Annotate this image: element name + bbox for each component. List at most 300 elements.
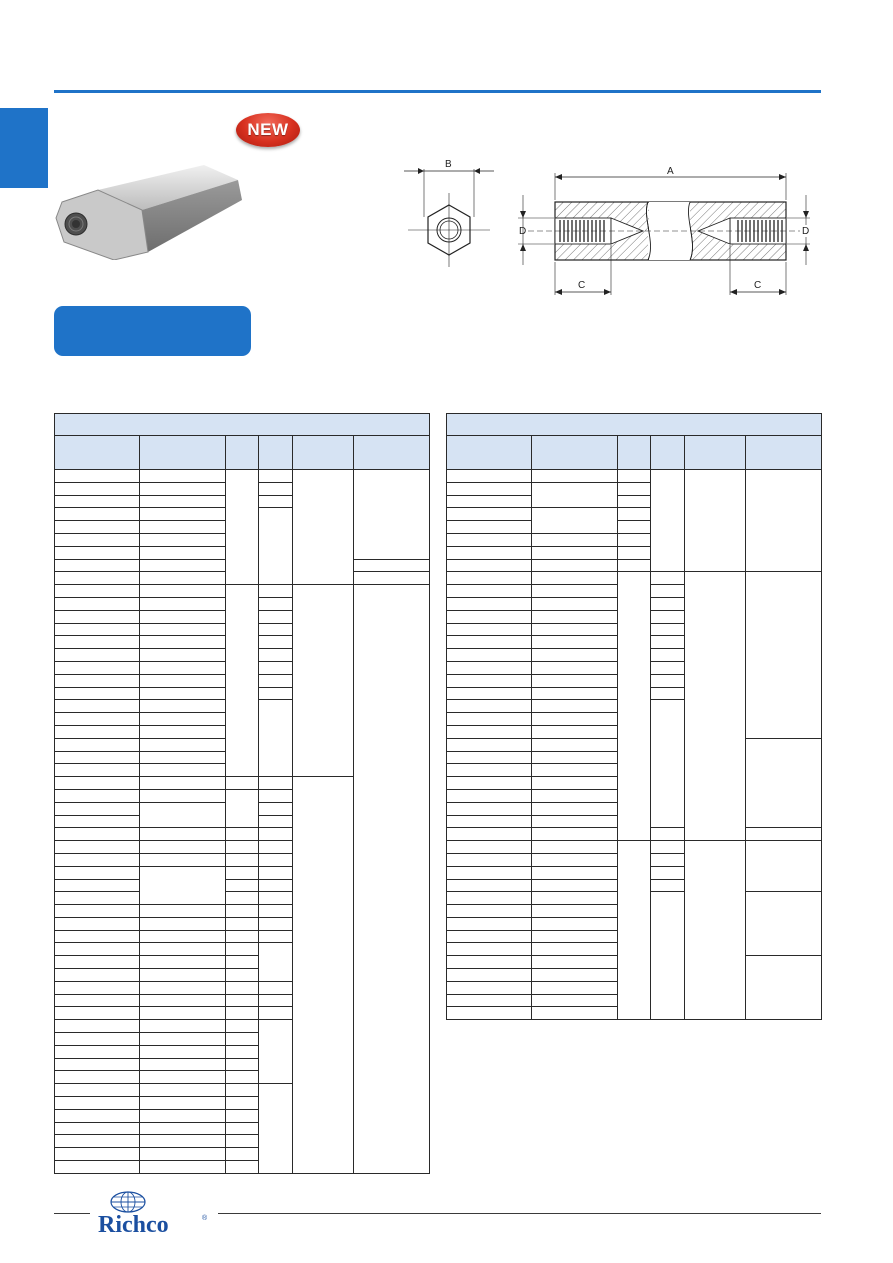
table-cell [651,610,685,623]
hex-standoff-photo [52,160,248,260]
table-cell [532,674,618,687]
table-cell [55,1033,140,1046]
table-cell [55,1148,140,1161]
table-row [55,470,430,483]
table-cell [651,661,685,674]
table-cell [532,572,618,585]
footer-rule-right [218,1213,821,1214]
table-cell [618,495,651,508]
table-cell [140,559,226,572]
new-badge-label: NEW [247,120,289,139]
dim-label-c-right: C [754,280,762,291]
table-cell [259,917,293,930]
table-cell [55,969,140,982]
table-cell [532,969,618,982]
table-cell [259,700,293,777]
table-cell [55,943,140,956]
table-cell [447,533,532,546]
table-cell [55,1161,140,1174]
table-cell [140,751,226,764]
table-cell [140,700,226,713]
table-cell [55,661,140,674]
table-cell [532,725,618,738]
table-cell [55,1135,140,1148]
table-cell [618,546,651,559]
table-cell [532,841,618,854]
table-row [447,470,822,483]
table-cell [447,802,532,815]
table-cell [651,636,685,649]
dim-label-b: B [445,159,452,170]
richco-logo [96,1190,212,1236]
table-cell [55,572,140,585]
table-cell [55,777,140,790]
table-cell [55,738,140,751]
table-cell [447,981,532,994]
table-cell [532,482,618,508]
table-cell [55,508,140,521]
table-cell [55,930,140,943]
table-cell [259,508,293,585]
table-cell [55,597,140,610]
table-cell [55,866,140,879]
new-badge [236,113,300,147]
table-cell [226,1109,259,1122]
table-cell [55,1058,140,1071]
table-cell [140,738,226,751]
table-cell [140,1071,226,1084]
table-cell [532,815,618,828]
table-cell [55,482,140,495]
table-cell [259,879,293,892]
table-cell [447,789,532,802]
table-cell [140,725,226,738]
table-cell [226,866,259,879]
table-cell [140,636,226,649]
table-cell [226,789,259,827]
table-cell [532,687,618,700]
table-cell [259,777,293,790]
table-cell [140,533,226,546]
table-cell [447,725,532,738]
table-cell [55,841,140,854]
table-cell [447,777,532,790]
table-cell [226,994,259,1007]
table-cell [532,879,618,892]
table-cell [651,623,685,636]
table-cell [55,981,140,994]
table-cell [447,559,532,572]
table-cell [140,585,226,598]
table-cell [354,470,430,560]
table-cell [140,764,226,777]
table-cell [140,994,226,1007]
table-cell [259,841,293,854]
table-cell [447,585,532,598]
product-title-panel [54,306,251,356]
table-cell [259,994,293,1007]
table-cell [226,943,259,956]
table-cell [55,687,140,700]
table-header-row [55,436,430,470]
table-cell [532,470,618,483]
table-cell [259,815,293,828]
dim-label-a: A [667,166,674,177]
table-cell [55,1097,140,1110]
table-cell [447,956,532,969]
table-cell [447,892,532,905]
table-cell [532,981,618,994]
table-cell [226,585,259,777]
hex-end-view [404,159,526,267]
table-cell [140,1122,226,1135]
table-cell [447,623,532,636]
table-cell [140,546,226,559]
table-cell [532,802,618,815]
table-cell [140,572,226,585]
table-cell [532,649,618,662]
table-cell [447,508,532,521]
table-cell [532,789,618,802]
table-cell [55,956,140,969]
table-cell [447,636,532,649]
table-cell [140,1045,226,1058]
dim-label-c-left: C [578,280,586,291]
table-cell [140,1020,226,1033]
table-cell [55,585,140,598]
table-cell [55,1071,140,1084]
table-cell [140,495,226,508]
table-cell [226,777,259,790]
table-cell [447,969,532,982]
table-cell [447,700,532,713]
table-cell [140,597,226,610]
table-cell [55,521,140,534]
table-cell [746,892,822,956]
table-cell [651,879,685,892]
table-cell [532,853,618,866]
table-cell [259,802,293,815]
table-cell [226,930,259,943]
table-cell [447,905,532,918]
table-cell [447,482,532,495]
table-cell [259,674,293,687]
table-cell [447,572,532,585]
table-cell [651,866,685,879]
table-cell [532,508,618,534]
table-cell [618,841,651,1020]
table-cell [226,917,259,930]
table-cell [226,470,259,585]
table-cell [447,930,532,943]
table-cell [55,815,140,828]
table-cell [140,930,226,943]
table-cell [447,597,532,610]
table-cell [226,1097,259,1110]
table-cell [55,764,140,777]
table-cell [354,585,430,1174]
table-cell [293,470,354,585]
table-cell [532,828,618,841]
table-cell [651,585,685,598]
table-cell [55,802,140,815]
table-row [55,585,430,598]
table-cell [259,636,293,649]
header-rule [54,90,821,93]
table-cell [651,687,685,700]
table-cell [354,559,430,572]
table-cell [226,879,259,892]
table-cell [55,1045,140,1058]
table-cell [55,470,140,483]
table-cell [55,495,140,508]
table-cell [55,1007,140,1020]
table-cell [447,917,532,930]
table-cell [140,917,226,930]
table-cell [259,853,293,866]
table-cell [55,1084,140,1097]
table-cell [293,777,354,1174]
table-cell [447,521,532,534]
table-cell [140,981,226,994]
table-cell [532,764,618,777]
table-cell [651,828,685,841]
table-cell [532,905,618,918]
table-cell [447,1007,532,1020]
table-cell [55,713,140,726]
table-title-row [55,414,430,436]
table-cell [618,521,651,534]
table-cell [651,649,685,662]
table-cell [226,1033,259,1046]
table-cell [140,482,226,495]
table-cell [447,764,532,777]
table-cell [532,1007,618,1020]
table-cell [140,1148,226,1161]
table-cell [447,943,532,956]
table-cell [746,738,822,828]
table-cell [226,905,259,918]
table-cell [447,866,532,879]
table-cell [140,969,226,982]
table-cell [226,1058,259,1071]
table-cell [55,994,140,1007]
table-cell [55,1122,140,1135]
table-cell [226,828,259,841]
table-cell [259,623,293,636]
table-cell [259,892,293,905]
table-cell [226,969,259,982]
table-cell [532,713,618,726]
table-cell [259,610,293,623]
table-cell [55,546,140,559]
table-cell [259,661,293,674]
table-cell [226,981,259,994]
table-cell [651,700,685,828]
table-cell [532,994,618,1007]
table-cell [140,1161,226,1174]
table-cell [447,853,532,866]
table-row [447,841,822,854]
table-cell [259,495,293,508]
table-cell [226,1071,259,1084]
table-cell [447,828,532,841]
table-cell [259,943,293,981]
table-cell [226,956,259,969]
table-cell [532,610,618,623]
table-cell [447,495,532,508]
table-cell [140,841,226,854]
table-cell [532,533,618,546]
table-cell [746,956,822,1020]
table-cell [532,546,618,559]
table-cell [55,533,140,546]
table-cell [447,546,532,559]
table-cell [226,1007,259,1020]
table-cell [532,751,618,764]
table-cell [447,994,532,1007]
table-cell [532,700,618,713]
table-cell [55,751,140,764]
table-cell [55,649,140,662]
table-header-row [447,436,822,470]
table-cell [259,789,293,802]
table-cell [447,751,532,764]
table-cell [651,470,685,572]
table-cell [140,623,226,636]
table-cell [259,828,293,841]
table-cell [140,1007,226,1020]
table-cell [532,597,618,610]
table-cell [259,470,293,483]
table-cell [140,1058,226,1071]
table-cell [55,559,140,572]
table-cell [447,879,532,892]
table-cell [140,943,226,956]
table-cell [532,623,618,636]
table-cell [447,661,532,674]
table-cell [447,610,532,623]
table-cell [140,828,226,841]
table-cell [447,687,532,700]
table-cell [293,585,354,777]
table-cell [226,1122,259,1135]
table-cell [259,981,293,994]
table-cell [532,866,618,879]
table-cell [140,1033,226,1046]
table-cell [259,482,293,495]
table-cell [532,661,618,674]
globe-icon [111,1192,145,1212]
table-cell [685,572,746,841]
section-tab [0,108,48,188]
table-cell [259,597,293,610]
table-row [447,572,822,585]
table-cell [651,853,685,866]
table-cell [55,674,140,687]
table-cell [140,956,226,969]
brand-registered-mark: ® [202,1215,208,1222]
table-cell [259,1084,293,1174]
table-cell [140,470,226,483]
table-cell [651,841,685,854]
table-cell [354,572,430,585]
table-cell [259,930,293,943]
table-cell [55,917,140,930]
table-cell [259,585,293,598]
table-cell [226,853,259,866]
table-cell [55,892,140,905]
table-cell [140,661,226,674]
table-cell [226,1045,259,1058]
table-cell [140,1135,226,1148]
table-cell [55,700,140,713]
table-cell [651,892,685,1020]
table-cell [532,636,618,649]
table-cell [226,841,259,854]
table-cell [55,725,140,738]
table-cell [226,892,259,905]
left-spec-table [54,413,430,1174]
table-cell [685,841,746,1020]
table-cell [618,559,651,572]
right-spec-table [446,413,822,1020]
table-cell [140,649,226,662]
table-cell [226,1020,259,1033]
table-cell [532,943,618,956]
table-cell [532,956,618,969]
table-cell [532,738,618,751]
table-cell [746,841,822,892]
table-cell [532,559,618,572]
table-cell [447,470,532,483]
table-cell [532,777,618,790]
table-cell [226,1161,259,1174]
table-cell [140,853,226,866]
table-cell [55,828,140,841]
table-cell [259,866,293,879]
dim-label-d-hex: D [519,226,527,237]
table-cell [55,636,140,649]
table-cell [532,892,618,905]
table-cell [447,738,532,751]
table-cell [259,905,293,918]
table-cell [618,572,651,841]
table-cell [140,802,226,828]
table-cell [140,713,226,726]
table-cell [140,674,226,687]
table-cell [532,917,618,930]
table-cell [140,866,226,904]
table-cell [685,470,746,572]
table-cell [140,1084,226,1097]
table-cell [746,572,822,738]
table-cell [746,470,822,572]
table-cell [651,597,685,610]
left-table-body [55,470,430,1174]
table-cell [55,853,140,866]
table-cell [140,508,226,521]
table-cell [140,1097,226,1110]
table-cell [55,905,140,918]
table-cell [55,610,140,623]
table-cell [259,649,293,662]
table-cell [55,1020,140,1033]
table-cell [55,879,140,892]
table-cell [140,789,226,802]
table-cell [447,713,532,726]
table-cell [140,610,226,623]
